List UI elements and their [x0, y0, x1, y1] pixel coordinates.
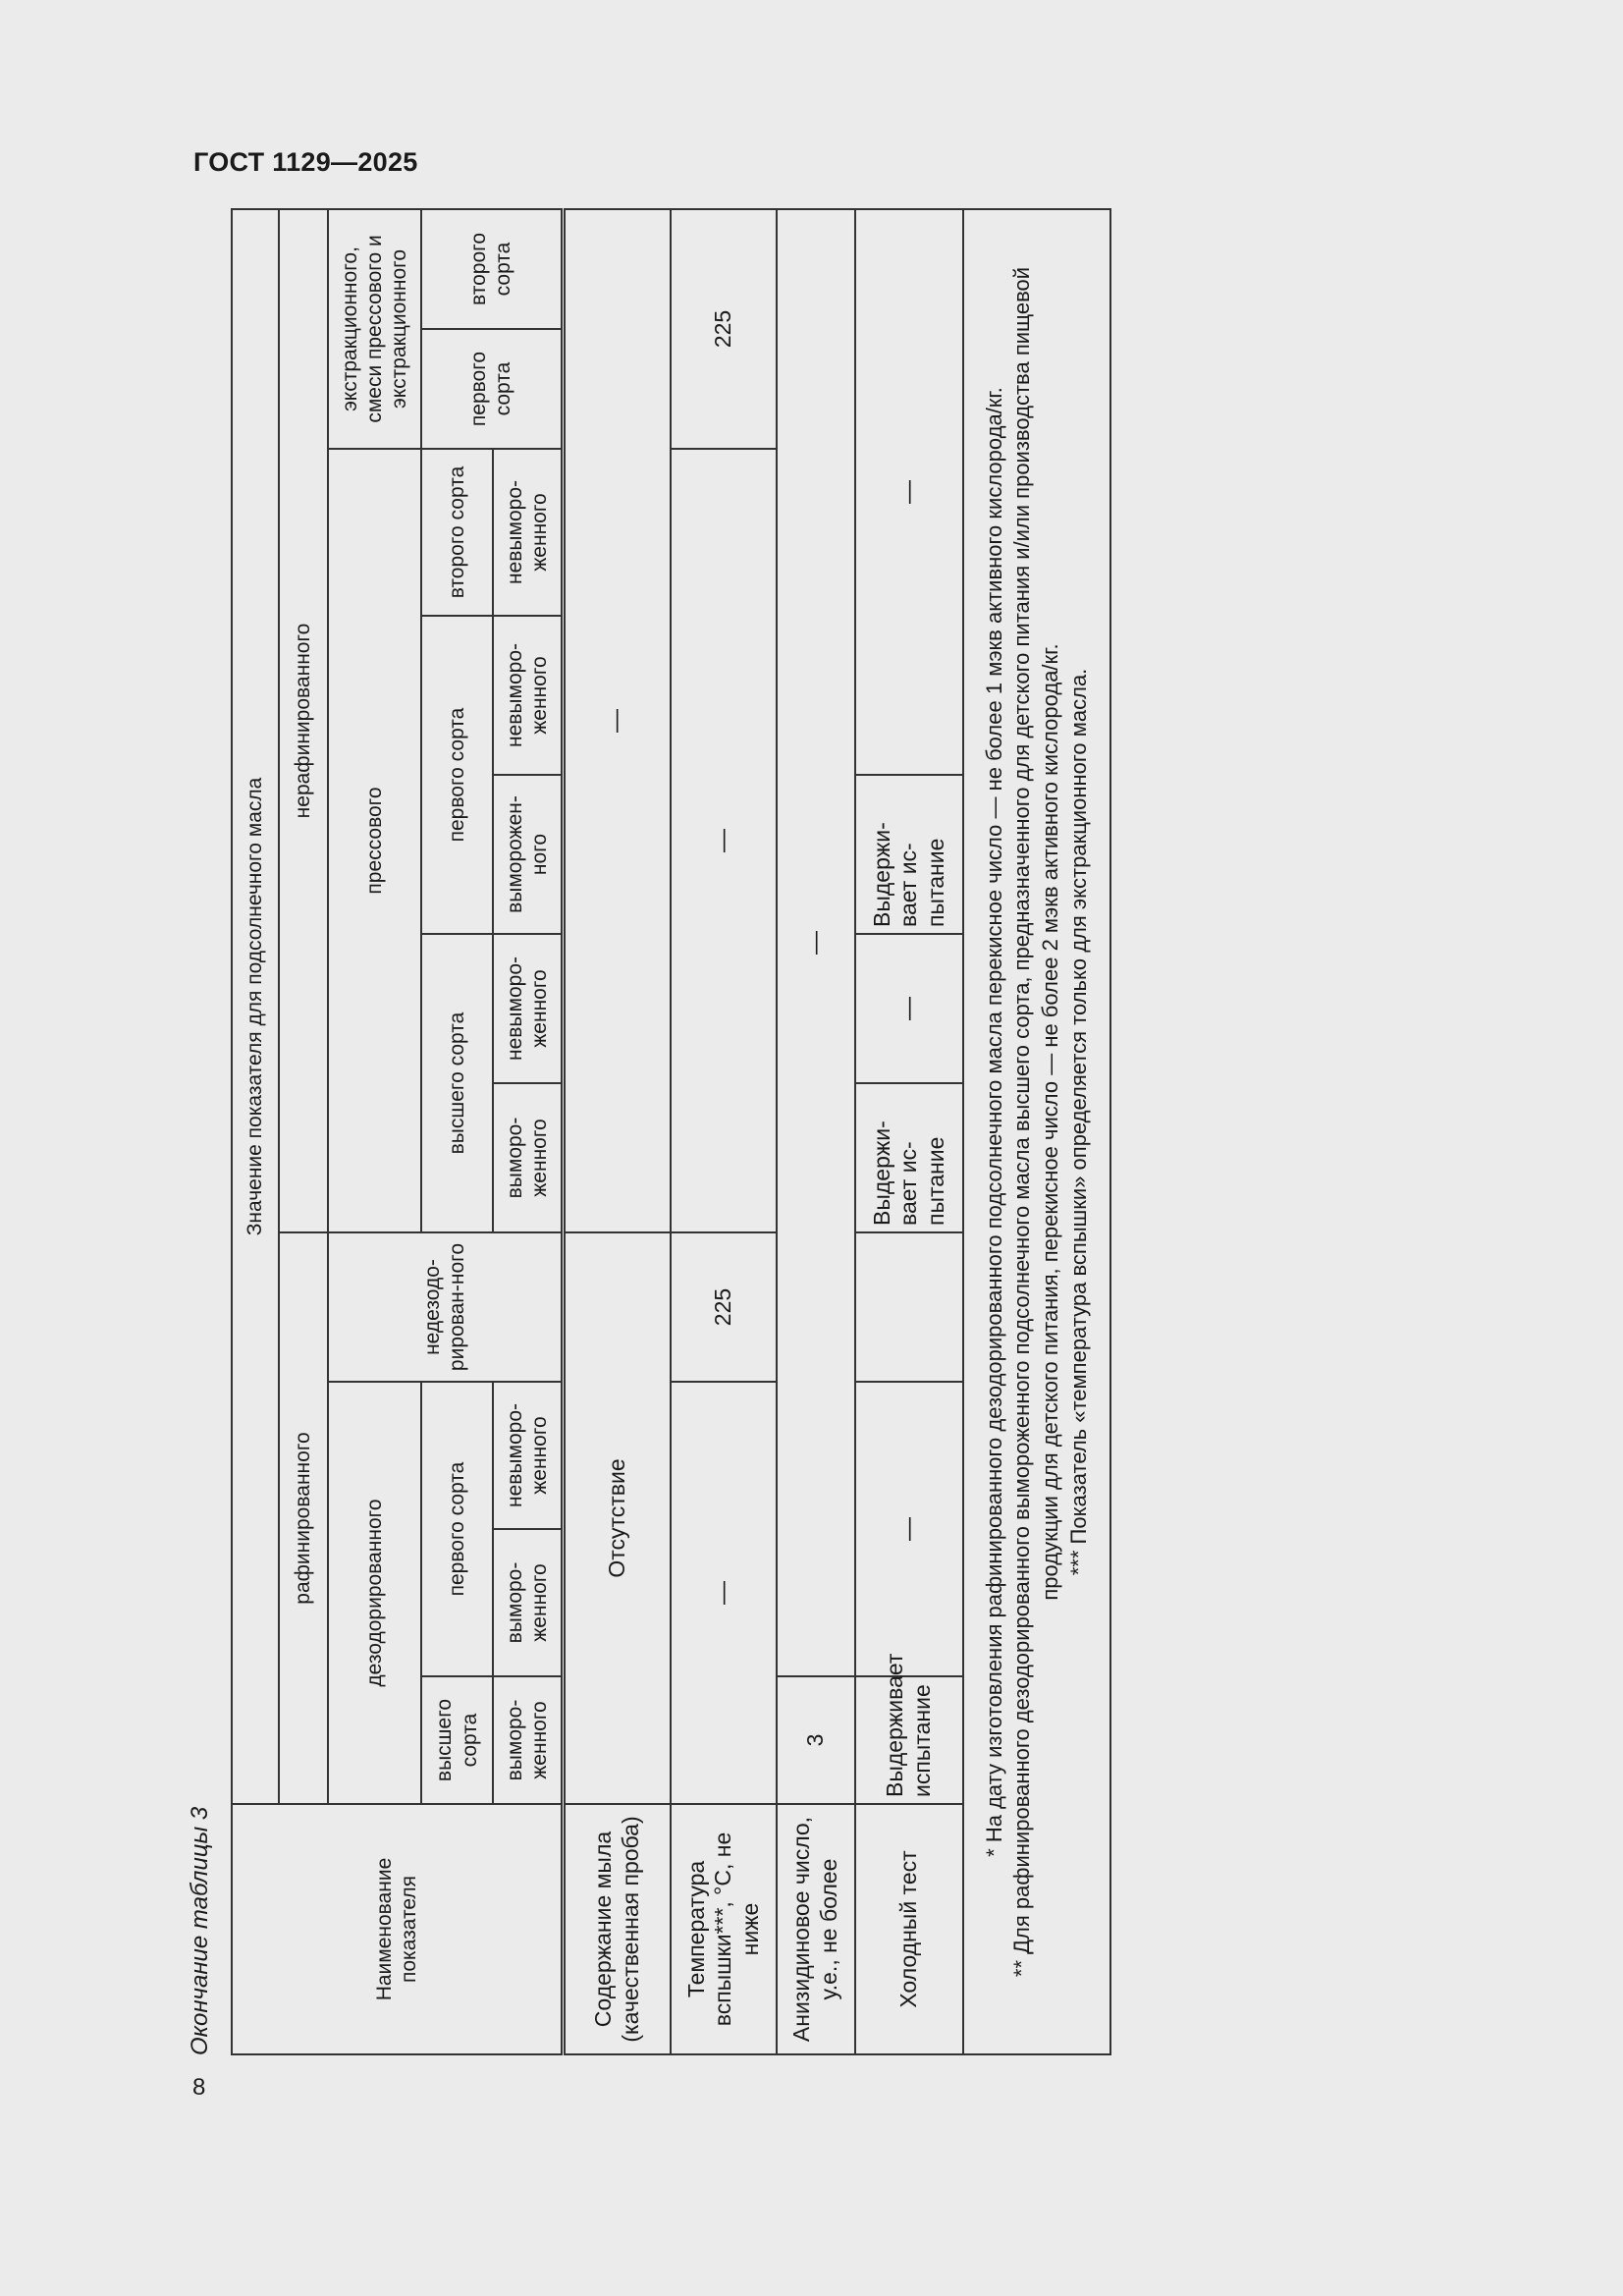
header-frozen: выморо-женного — [493, 1529, 563, 1676]
header-extraction: экстракционного, смеси прессового и экстракционного — [328, 209, 421, 449]
header-indicator-name: Наименование показателя — [232, 1804, 563, 2054]
row-flash-pressed-value: — — [671, 449, 777, 1232]
page-number: 8 — [192, 2074, 206, 2101]
table-caption: Окончание таблицы 3 — [187, 1806, 213, 2055]
header-unfrozen: невыморо-женного — [493, 934, 563, 1083]
row-cold-pressed-highest-unfrozen: — — [855, 934, 963, 1083]
row-cold-refined-first: — — [855, 1382, 963, 1676]
row-flash-name: Температура вспышки***, °С, не ниже — [671, 1804, 777, 2054]
document-title: ГОСТ 1129—2025 — [193, 147, 418, 177]
footnote-1: * На дату изготовления рафинированного дезодорированного подсолнечного масла перекисное число — не более 1 мэкв активного кислорода/кг. — [981, 387, 1006, 1857]
header-undeodorized: недезодо-рирован-ного — [328, 1232, 563, 1382]
header-highest-grade: высшего сорта — [421, 934, 493, 1232]
footnotes — [963, 209, 1110, 2054]
header-highest-grade: высшего сорта — [421, 1676, 493, 1804]
header-group: Значение показателя для подсолнечного масла — [232, 209, 279, 1804]
footnote-3: *** Показатель «температура вспышки» определяется только для экстракционного масла. — [1065, 668, 1091, 1576]
header-unfrozen: невыморо-женного — [493, 449, 563, 616]
row-flash-deod-value: — — [671, 1382, 777, 1804]
row-flash-extr-value: 225 — [671, 209, 777, 449]
row-soap-refined-value: Отсутствие — [563, 1232, 671, 1804]
row-anisidine-value-first: 3 — [777, 1676, 855, 1804]
row-cold-refined-highest: Выдерживает испытание — [855, 1676, 963, 1804]
row-cold-name: Холодный тест — [855, 1804, 963, 2054]
row-soap-unrefined-value: — — [563, 209, 671, 1232]
header-first-grade: первого сорта — [421, 329, 563, 449]
header-first-grade: первого сорта — [421, 616, 493, 934]
row-soap-name: Содержание мыла (качественная проба) — [563, 1804, 671, 2054]
rotated-table-region — [187, 229, 1111, 2055]
row-cold-undeod — [855, 1232, 963, 1382]
header-first-grade: первого сорта — [421, 1382, 493, 1676]
header-second-grade: второго сорта — [421, 449, 493, 616]
header-refined: рафинированного — [279, 1232, 328, 1804]
header-frozen: выморо-женного — [493, 1083, 563, 1232]
row-cold-pressed-first-frozen: Выдержи-вает ис-пытание — [855, 775, 963, 934]
header-frozen: выморо-женного — [493, 1676, 563, 1804]
header-deodorized: дезодорированного — [328, 1382, 421, 1804]
header-unfrozen: невыморо-женного — [493, 616, 563, 775]
row-cold-rest: — — [855, 209, 963, 775]
data-table — [231, 208, 1111, 2055]
row-anisidine-value-rest: — — [777, 209, 855, 1676]
footnote-2: ** Для рафинированного дезодорированного вымороженного подсолнечного масла высшего сорта, предназначенного для детского питания и/или производства пищевой продукции для детского питания, перекисное число — не более 2 мэкв активного кислорода/кг. — [1009, 266, 1062, 1978]
header-frozen: выморожен-ного — [493, 775, 563, 934]
row-flash-undeod-value: 225 — [671, 1232, 777, 1382]
row-cold-pressed-highest-frozen: Выдержи-вает ис-пытание — [855, 1083, 963, 1232]
header-second-grade: второго сорта — [421, 209, 563, 329]
header-pressed: прессового — [328, 449, 421, 1232]
row-anisidine-name: Анизидиновое число, у.е., не более — [777, 1804, 855, 2054]
header-unrefined: нерафинированного — [279, 209, 328, 1232]
header-unfrozen: невыморо-женного — [493, 1382, 563, 1529]
